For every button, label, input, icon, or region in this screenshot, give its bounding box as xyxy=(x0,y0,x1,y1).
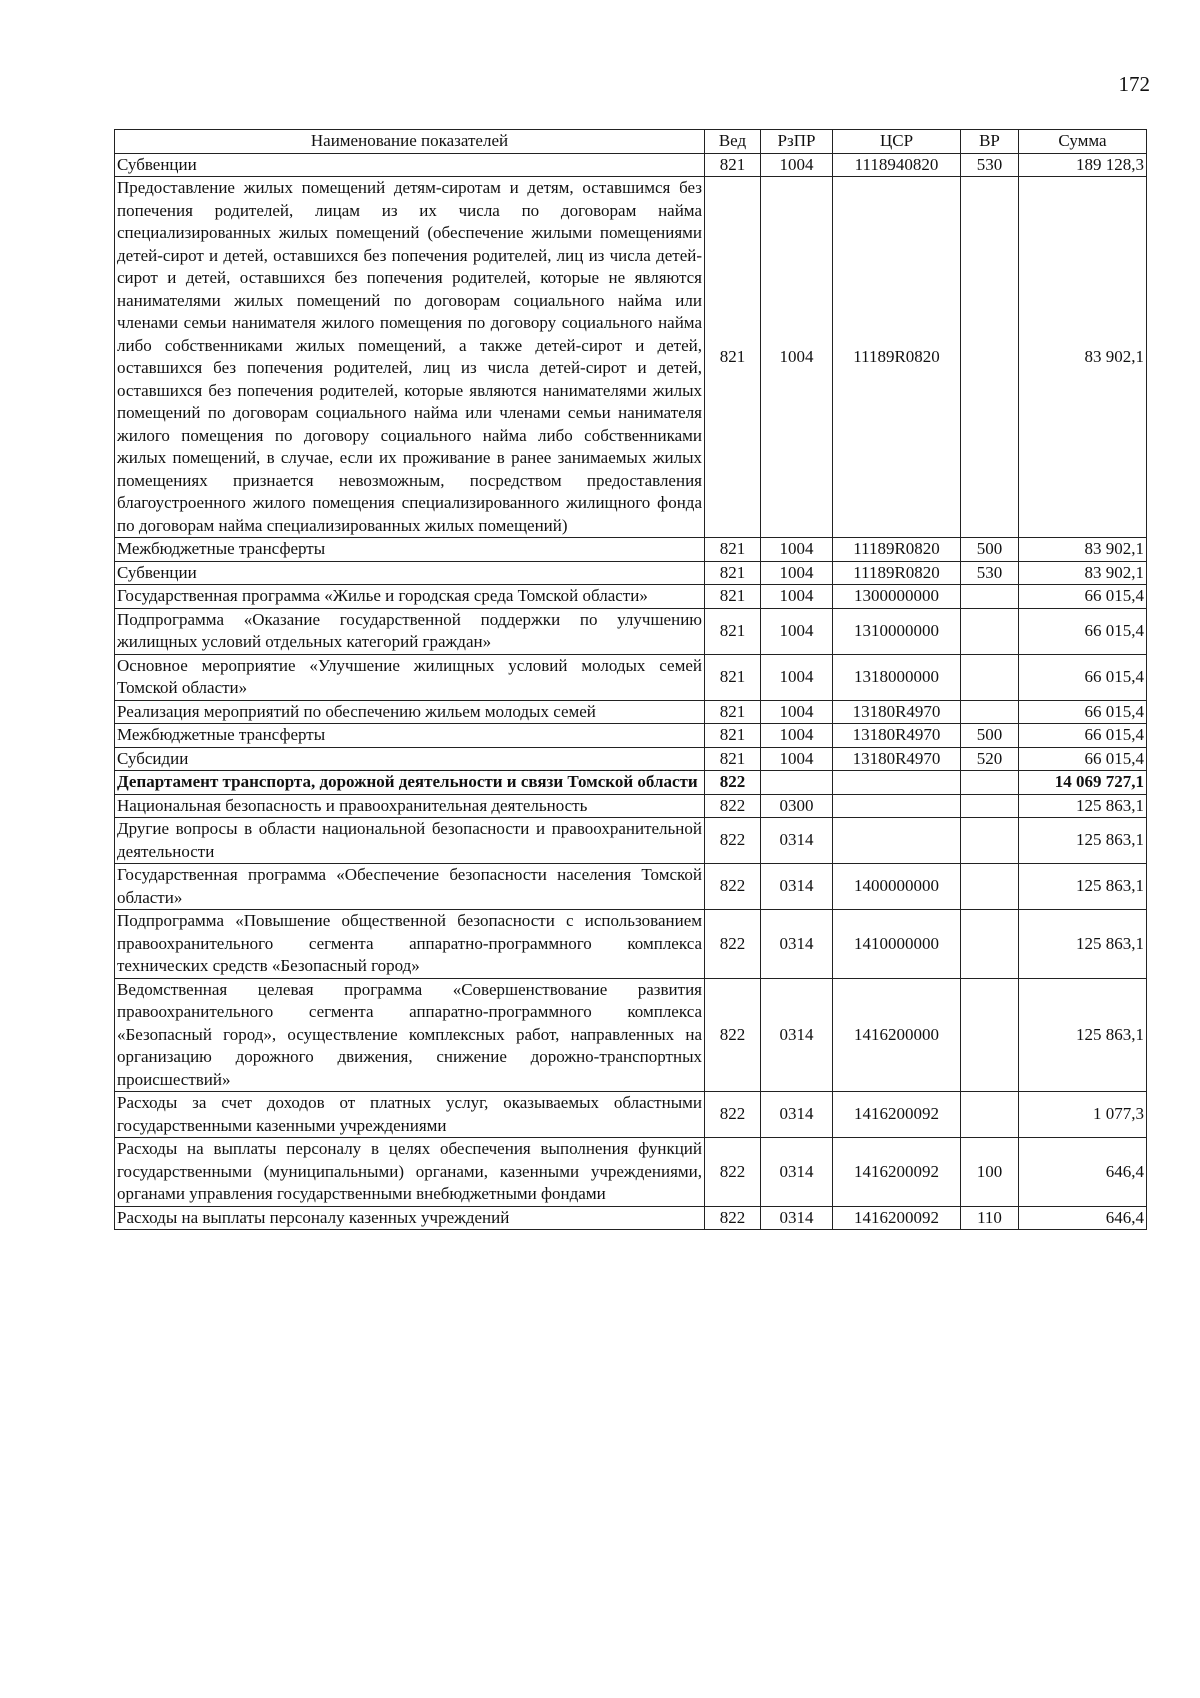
cell-csr: 1118940820 xyxy=(833,153,961,177)
cell-rzpr: 1004 xyxy=(761,608,833,654)
cell-rzpr: 0314 xyxy=(761,818,833,864)
cell-csr: 1400000000 xyxy=(833,864,961,910)
table-row xyxy=(115,747,1147,771)
cell-sum: 14 069 727,1 xyxy=(1019,771,1147,795)
cell-csr: 11189R0820 xyxy=(833,177,961,538)
table-row xyxy=(115,561,1147,585)
cell-rzpr: 1004 xyxy=(761,724,833,748)
cell-ved: 822 xyxy=(705,1138,761,1207)
cell-ved: 822 xyxy=(705,771,761,795)
table-row xyxy=(115,864,1147,910)
table-row xyxy=(115,153,1147,177)
cell-sum: 83 902,1 xyxy=(1019,177,1147,538)
cell-csr: 11189R0820 xyxy=(833,538,961,562)
cell-csr: 1416200092 xyxy=(833,1092,961,1138)
cell-sum: 66 015,4 xyxy=(1019,747,1147,771)
cell-vr xyxy=(961,771,1019,795)
cell-sum: 125 863,1 xyxy=(1019,910,1147,979)
cell-vr xyxy=(961,910,1019,979)
cell-vr: 110 xyxy=(961,1206,1019,1230)
cell-ved: 821 xyxy=(705,538,761,562)
cell-name: Департамент транспорта, дорожной деятельности и связи Томской области xyxy=(115,771,705,795)
cell-ved: 822 xyxy=(705,794,761,818)
table-row xyxy=(115,654,1147,700)
cell-ved: 822 xyxy=(705,910,761,979)
page-number: 172 xyxy=(1118,72,1150,96)
cell-rzpr: 1004 xyxy=(761,585,833,609)
cell-rzpr: 0314 xyxy=(761,1206,833,1230)
cell-sum: 125 863,1 xyxy=(1019,818,1147,864)
cell-name: Расходы на выплаты персоналу казенных учреждений xyxy=(115,1206,705,1230)
cell-vr xyxy=(961,978,1019,1092)
cell-vr xyxy=(961,585,1019,609)
table-row xyxy=(115,608,1147,654)
table-row xyxy=(115,771,1147,795)
cell-rzpr: 0300 xyxy=(761,794,833,818)
table-row xyxy=(115,538,1147,562)
cell-rzpr: 0314 xyxy=(761,910,833,979)
cell-ved: 821 xyxy=(705,747,761,771)
cell-csr: 1416200092 xyxy=(833,1206,961,1230)
header-vr: ВР xyxy=(961,130,1019,154)
cell-ved: 821 xyxy=(705,153,761,177)
table-row xyxy=(115,1206,1147,1230)
cell-sum: 646,4 xyxy=(1019,1138,1147,1207)
cell-name: Межбюджетные трансферты xyxy=(115,724,705,748)
cell-ved: 821 xyxy=(705,608,761,654)
cell-csr: 11189R0820 xyxy=(833,561,961,585)
cell-csr xyxy=(833,794,961,818)
cell-csr xyxy=(833,771,961,795)
cell-sum: 66 015,4 xyxy=(1019,700,1147,724)
cell-name: Субсидии xyxy=(115,747,705,771)
cell-name: Подпрограмма «Повышение общественной безопасности с использованием правоохранительного сегмента аппаратно-программного комплекса технических средств «Безопасный город» xyxy=(115,910,705,979)
cell-sum: 66 015,4 xyxy=(1019,608,1147,654)
header-sum: Сумма xyxy=(1019,130,1147,154)
cell-rzpr: 1004 xyxy=(761,654,833,700)
cell-rzpr: 0314 xyxy=(761,864,833,910)
header-ved: Вед xyxy=(705,130,761,154)
cell-vr: 500 xyxy=(961,724,1019,748)
cell-vr xyxy=(961,818,1019,864)
cell-vr: 100 xyxy=(961,1138,1019,1207)
table-row xyxy=(115,978,1147,1092)
cell-csr xyxy=(833,818,961,864)
cell-name: Национальная безопасность и правоохранительная деятельность xyxy=(115,794,705,818)
cell-ved: 821 xyxy=(705,700,761,724)
cell-name: Субвенции xyxy=(115,153,705,177)
cell-vr xyxy=(961,1092,1019,1138)
cell-ved: 822 xyxy=(705,864,761,910)
header-csr: ЦСР xyxy=(833,130,961,154)
cell-sum: 646,4 xyxy=(1019,1206,1147,1230)
table-row xyxy=(115,700,1147,724)
table-row xyxy=(115,1138,1147,1207)
cell-sum: 125 863,1 xyxy=(1019,978,1147,1092)
cell-vr xyxy=(961,700,1019,724)
table-row xyxy=(115,818,1147,864)
cell-vr: 530 xyxy=(961,153,1019,177)
cell-rzpr: 1004 xyxy=(761,561,833,585)
cell-ved: 822 xyxy=(705,818,761,864)
cell-sum: 66 015,4 xyxy=(1019,585,1147,609)
cell-ved: 821 xyxy=(705,654,761,700)
cell-name: Расходы за счет доходов от платных услуг, оказываемых областными государственными казенными учреждениями xyxy=(115,1092,705,1138)
cell-name: Расходы на выплаты персоналу в целях обеспечения выполнения функций государственными (муниципальными) органами, казенными учреждениями, органами управления государственными внебюджетными фондами xyxy=(115,1138,705,1207)
cell-vr xyxy=(961,794,1019,818)
cell-rzpr: 1004 xyxy=(761,747,833,771)
cell-rzpr: 0314 xyxy=(761,1138,833,1207)
cell-vr xyxy=(961,177,1019,538)
cell-name: Государственная программа «Обеспечение безопасности населения Томской области» xyxy=(115,864,705,910)
cell-name: Межбюджетные трансферты xyxy=(115,538,705,562)
cell-name: Другие вопросы в области национальной безопасности и правоохранительной деятельности xyxy=(115,818,705,864)
table-row xyxy=(115,1092,1147,1138)
cell-vr xyxy=(961,654,1019,700)
table-header-row xyxy=(115,130,1147,154)
cell-ved: 822 xyxy=(705,978,761,1092)
cell-sum: 83 902,1 xyxy=(1019,561,1147,585)
cell-name: Предоставление жилых помещений детям-сиротам и детям, оставшимся без попечения родителей, лицам из их числа по договорам найма специализированных жилых помещений (обеспечение жилыми помещениями детей-сирот и детей, оставшихся без попечения родителей, лиц из числа детей-сирот и детей, оставшихся без попечения родителей, которые не являются нанимателями жилых помещений по договорам социального найма или членами семьи нанимателя жилого помещения по договору социального найма либо собственниками жилых помещений, а также детей-сирот и детей, оставшихся без попечения родителей, лиц из числа детей-сирот и детей, оставшихся без попечения родителей, которые являются нанимателями жилых помещений по договорам социального найма или членами семьи нанимателя жилого помещения по договору социального найма либо собственниками жилых помещений, в случае, если их проживание в ранее занимаемых жилых помещениях признается невозможным, посредством предоставления благоустроенного жилого помещения специализированного жилищного фонда по договорам найма специализированных жилых помещений) xyxy=(115,177,705,538)
table-row xyxy=(115,177,1147,538)
cell-name: Субвенции xyxy=(115,561,705,585)
cell-vr: 500 xyxy=(961,538,1019,562)
cell-rzpr: 0314 xyxy=(761,1092,833,1138)
cell-name: Государственная программа «Жилье и городская среда Томской области» xyxy=(115,585,705,609)
cell-rzpr xyxy=(761,771,833,795)
cell-csr: 1310000000 xyxy=(833,608,961,654)
cell-rzpr: 1004 xyxy=(761,700,833,724)
cell-rzpr: 0314 xyxy=(761,978,833,1092)
header-rzpr: РзПР xyxy=(761,130,833,154)
cell-sum: 189 128,3 xyxy=(1019,153,1147,177)
cell-csr: 13180R4970 xyxy=(833,724,961,748)
cell-csr: 1300000000 xyxy=(833,585,961,609)
cell-vr xyxy=(961,864,1019,910)
cell-rzpr: 1004 xyxy=(761,538,833,562)
header-name: Наименование показателей xyxy=(115,130,705,154)
cell-csr: 1416200092 xyxy=(833,1138,961,1207)
cell-sum: 66 015,4 xyxy=(1019,654,1147,700)
cell-ved: 821 xyxy=(705,177,761,538)
budget-table xyxy=(114,129,1147,1230)
cell-name: Подпрограмма «Оказание государственной поддержки по улучшению жилищных условий отдельных категорий граждан» xyxy=(115,608,705,654)
cell-name: Реализация мероприятий по обеспечению жильем молодых семей xyxy=(115,700,705,724)
table-row xyxy=(115,794,1147,818)
cell-rzpr: 1004 xyxy=(761,177,833,538)
cell-sum: 66 015,4 xyxy=(1019,724,1147,748)
table-row xyxy=(115,910,1147,979)
table-body xyxy=(115,153,1147,1230)
table-row xyxy=(115,585,1147,609)
cell-vr: 520 xyxy=(961,747,1019,771)
cell-csr: 13180R4970 xyxy=(833,700,961,724)
cell-csr: 1416200000 xyxy=(833,978,961,1092)
cell-name: Ведомственная целевая программа «Совершенствование развития правоохранительного сегмента аппаратно-программного комплекса «Безопасный город», осуществление комплексных работ, направленных на организацию дорожного движения, снижение дорожно-транспортных происшествий» xyxy=(115,978,705,1092)
cell-vr: 530 xyxy=(961,561,1019,585)
cell-sum: 83 902,1 xyxy=(1019,538,1147,562)
cell-ved: 822 xyxy=(705,1206,761,1230)
cell-ved: 821 xyxy=(705,585,761,609)
cell-rzpr: 1004 xyxy=(761,153,833,177)
cell-name: Основное мероприятие «Улучшение жилищных условий молодых семей Томской области» xyxy=(115,654,705,700)
cell-csr: 1318000000 xyxy=(833,654,961,700)
cell-ved: 822 xyxy=(705,1092,761,1138)
cell-csr: 1410000000 xyxy=(833,910,961,979)
cell-sum: 125 863,1 xyxy=(1019,864,1147,910)
cell-ved: 821 xyxy=(705,724,761,748)
cell-sum: 125 863,1 xyxy=(1019,794,1147,818)
cell-csr: 13180R4970 xyxy=(833,747,961,771)
cell-sum: 1 077,3 xyxy=(1019,1092,1147,1138)
cell-vr xyxy=(961,608,1019,654)
cell-ved: 821 xyxy=(705,561,761,585)
table-row xyxy=(115,724,1147,748)
